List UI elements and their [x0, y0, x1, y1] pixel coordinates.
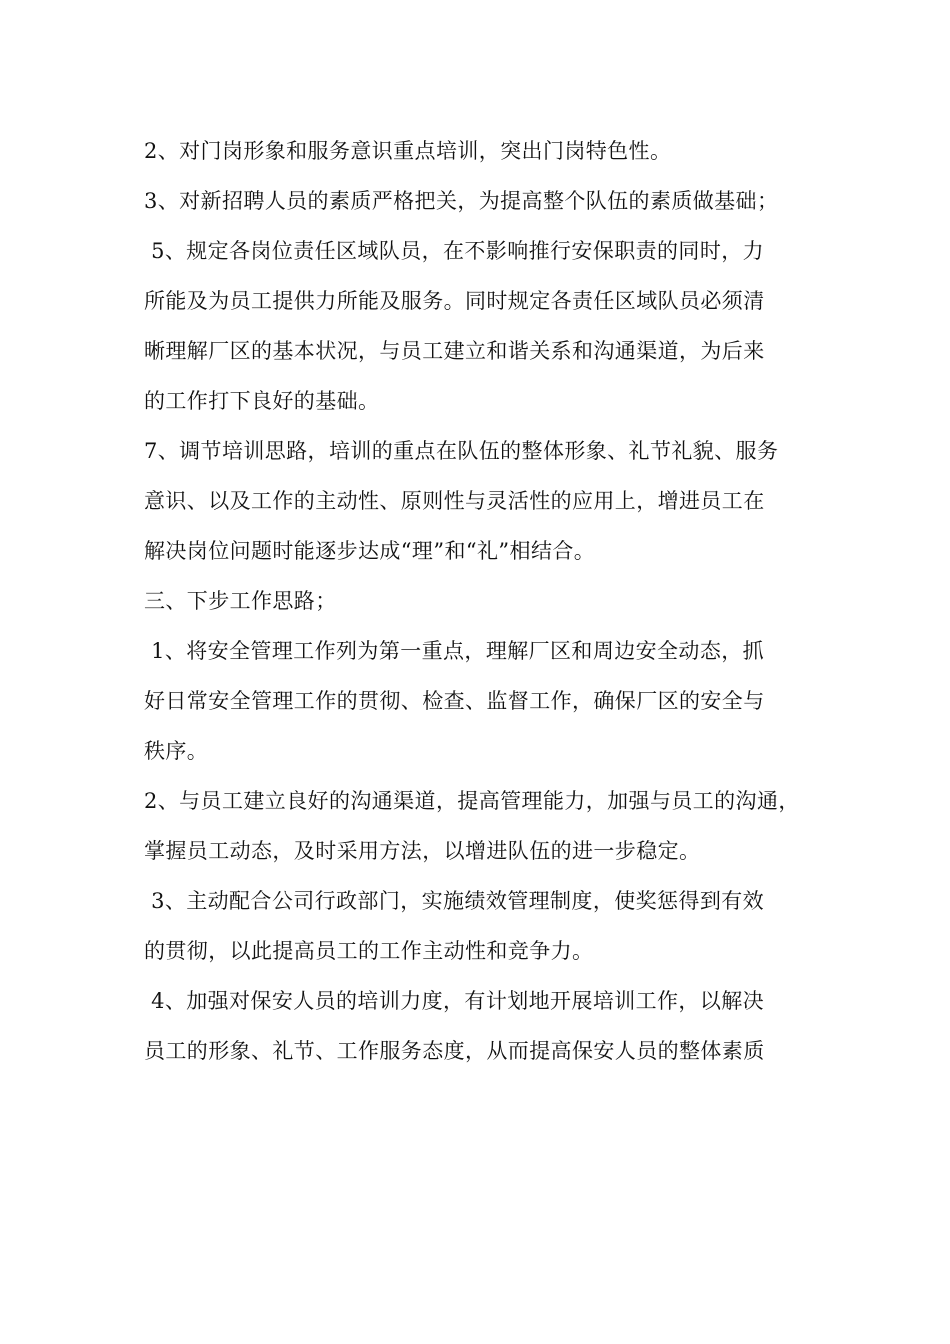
text-line: 好日常安全管理工作的贯彻、检查、监督工作，确保厂区的安全与 [144, 689, 765, 713]
text-line: 掌握员工动态，及时采用方法，以增进队伍的进一步稳定。 [144, 839, 701, 863]
document-body [144, 126, 834, 1076]
text-line: 7、调节培训思路，培训的重点在队伍的整体形象、礼节礼貌、服务 [144, 439, 779, 463]
text-line: 员工的形象、礼节、工作服务态度，从而提高保安人员的整体素质 [144, 1039, 765, 1063]
text-line: 1、将安全管理工作列为第一重点，理解厂区和周边安全动态，抓 [144, 639, 765, 663]
text-line: 解决岗位问题时能逐步达成“理”和“礼”相结合。 [144, 539, 596, 563]
section-heading: 三、下步工作思路； [144, 589, 337, 613]
text-line: 意识、以及工作的主动性、原则性与灵活性的应用上，增进员工在 [144, 489, 765, 513]
text-line: 的工作打下良好的基础。 [144, 389, 380, 413]
text-line: 所能及为员工提供力所能及服务。同时规定各责任区域队员必须清 [144, 289, 765, 313]
text-line: 2、与员工建立良好的沟通渠道，提高管理能力，加强与员工的沟通， [144, 789, 800, 813]
text-line: 的贯彻，以此提高员工的工作主动性和竞争力。 [144, 939, 594, 963]
text-line: 4、加强对保安人员的培训力度，有计划地开展培训工作，以解决 [144, 989, 765, 1013]
text-line: 2、对门岗形象和服务意识重点培训，突出门岗特色性。 [144, 139, 672, 163]
text-line: 晰理解厂区的基本状况，与员工建立和谐关系和沟通渠道，为后来 [144, 339, 765, 363]
text-line: 3、主动配合公司行政部门，实施绩效管理制度，使奖惩得到有效 [144, 889, 765, 913]
text-line: 秩序。 [144, 739, 209, 763]
text-line: 3、对新招聘人员的素质严格把关，为提高整个队伍的素质做基础； [144, 189, 779, 213]
text-line: 5、规定各岗位责任区域队员，在不影响推行安保职责的同时，力 [144, 239, 765, 263]
